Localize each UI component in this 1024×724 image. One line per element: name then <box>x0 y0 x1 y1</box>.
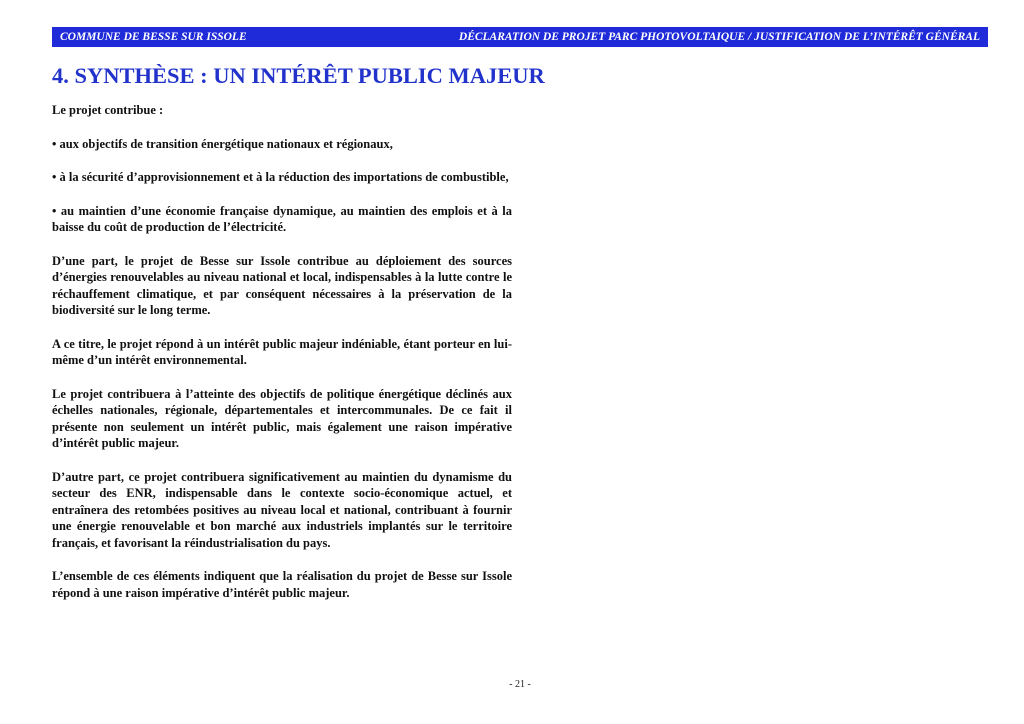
paragraph-renewables: D’une part, le projet de Besse sur Issole contribue au déploiement des sources d’énergies renouvelables au niveau national et local, indispensables à la lutte contre le réchauffement climatique, et par conséquent nécessaires à la préservation de la biodiversité sur le long terme. <box>52 253 512 317</box>
header-document-title: DÉCLARATION DE PROJET PARC PHOTOVOLTAIQUE / JUSTIFICATION DE L’INTÉRÊT GÉNÉRAL <box>458 31 980 43</box>
running-header <box>52 27 988 47</box>
header-commune: COMMUNE DE BESSE SUR ISSOLE <box>60 31 247 43</box>
bullet-energy-transition: • aux objectifs de transition énergétique nationaux et régionaux, <box>52 136 393 151</box>
section-title: 4. SYNTHÈSE : UN INTÉRÊT PUBLIC MAJEUR <box>52 63 545 88</box>
paragraph-enr-sector: D’autre part, ce projet contribuera significativement au maintien du dynamisme du secteur des ENR, indispensable dans le contexte socio-économique actuel, et entraînera des retombées positives au niveau local et national, contribuant à fournir une énergie renouvelable et bon marché aux industriels implantés sur le territoire français, et favorisant la réindustrialisation du pays. <box>52 469 512 550</box>
paragraph-conclusion: L’ensemble de ces éléments indiquent que la réalisation du projet de Besse sur Issole répond à une raison impérative d’intérêt public majeur. <box>52 569 512 600</box>
paragraph-intro: Le projet contribue : <box>52 103 164 117</box>
paragraph-public-interest: A ce titre, le projet répond à un intérêt public majeur indéniable, étant porteur en lui-même d’un intérêt environnemental. <box>52 336 512 367</box>
bullet-supply-security: • à la sécurité d’approvisionnement et à la réduction des importations de combustible, <box>52 170 509 184</box>
paragraph-energy-policy: Le projet contribuera à l’atteinte des objectifs de politique énergétique déclinés aux échelles nationales, régionale, départementales et intercommunales. De ce fait il présente non seulement un intérêt public, mais également une raison impérative d’intérêt public majeur. <box>52 386 512 450</box>
body-text <box>52 102 512 618</box>
page-number: - 21 - <box>509 679 531 690</box>
bullet-economy: • au maintien d’une économie française dynamique, au maintien des emplois et à la baisse du coût de production de l’électricité. <box>52 203 512 234</box>
